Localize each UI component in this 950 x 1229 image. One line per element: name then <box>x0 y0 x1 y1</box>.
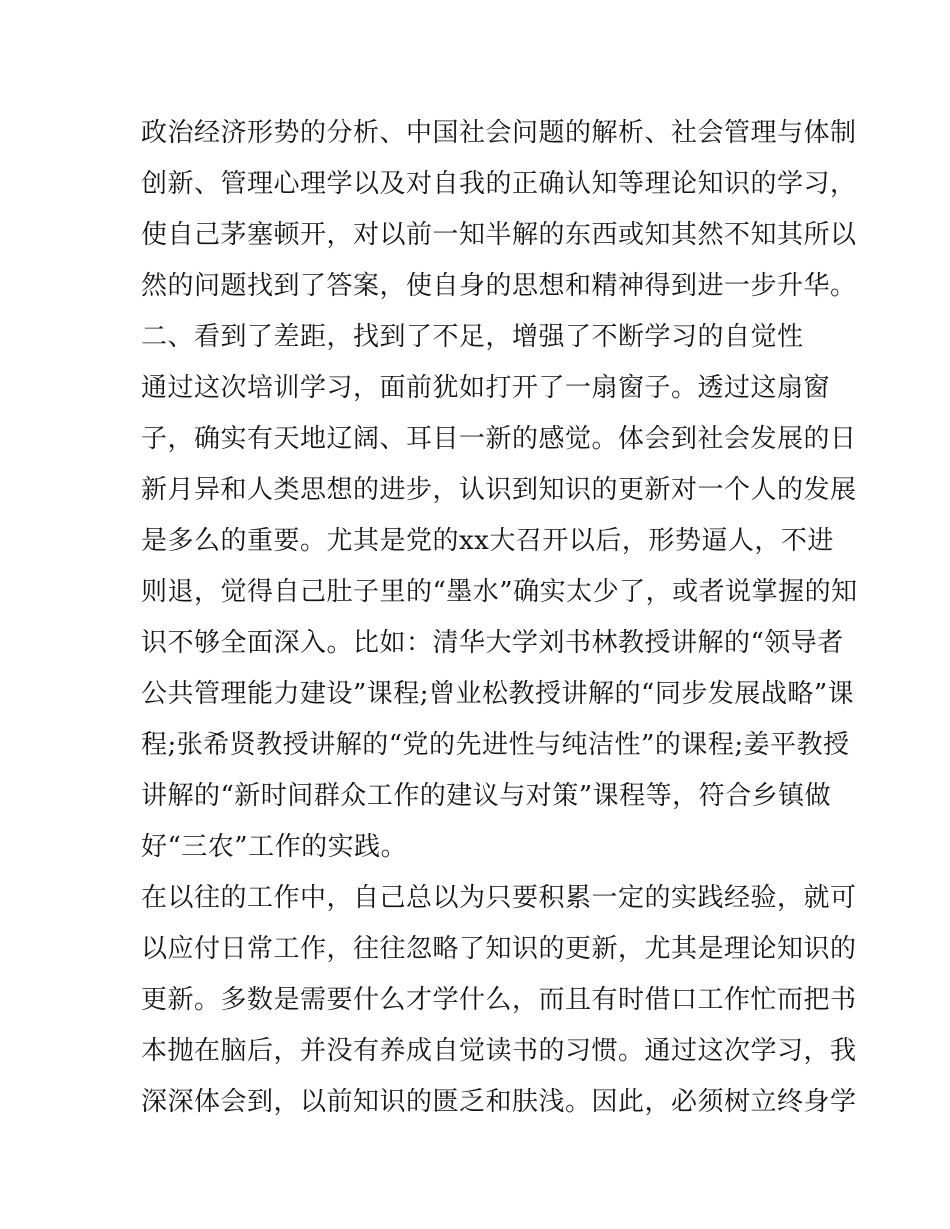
text-line: 政治经济形势的分析、中国社会问题的解析、社会管理与体制 <box>141 118 857 148</box>
text-line: 以应付日常工作，往往忽略了知识的更新，尤其是理论知识的 <box>141 934 857 964</box>
text-line: 深深体会到，以前知识的匮乏和肤浅。因此，必须树立终身学 <box>141 1087 857 1117</box>
section-heading: 二、看到了差距，找到了不足，增强了不断学习的自觉性 <box>141 322 804 352</box>
text-line: 创新、管理心理学以及对自我的正确认知等理论知识的学习， <box>141 169 857 199</box>
text-line: 识不够全面深入。比如：清华大学刘书林教授讲解的“领导者 <box>141 628 844 658</box>
text-line: 好“三农”工作的实践。 <box>141 832 408 862</box>
text-line: 新月异和人类思想的进步，认识到知识的更新对一个人的发展 <box>141 475 857 505</box>
text-line: 然的问题找到了答案，使自身的思想和精神得到进一步升华。 <box>141 271 857 301</box>
text-line: 在以往的工作中，自己总以为只要积累一定的实践经验，就可 <box>141 883 857 913</box>
text-line: 公共管理能力建设”课程;曾业松教授讲解的“同步发展战略”课 <box>141 679 855 709</box>
body-text <box>141 108 858 1128</box>
text-line: 是多么的重要。尤其是党的xx大召开以后，形势逼人，不进 <box>141 526 834 556</box>
text-line: 本抛在脑后，并没有养成自觉读书的习惯。通过这次学习，我 <box>141 1036 857 1066</box>
text-line: 讲解的“新时间群众工作的建议与对策”课程等，符合乡镇做 <box>141 781 832 811</box>
text-line: 则退，觉得自己肚子里的“墨水”确实太少了，或者说掌握的知 <box>141 577 858 607</box>
text-line: 使自己茅塞顿开，对以前一知半解的东西或知其然不知其所以 <box>141 220 857 250</box>
text-line: 程;张希贤教授讲解的“党的先进性与纯洁性”的课程;姜平教授 <box>141 730 850 760</box>
text-line: 通过这次培训学习，面前犹如打开了一扇窗子。透过这扇窗 <box>141 373 831 403</box>
text-line: 更新。多数是需要什么才学什么，而且有时借口工作忙而把书 <box>141 985 857 1015</box>
text-line: 子，确实有天地辽阔、耳目一新的感觉。体会到社会发展的日 <box>141 424 857 454</box>
